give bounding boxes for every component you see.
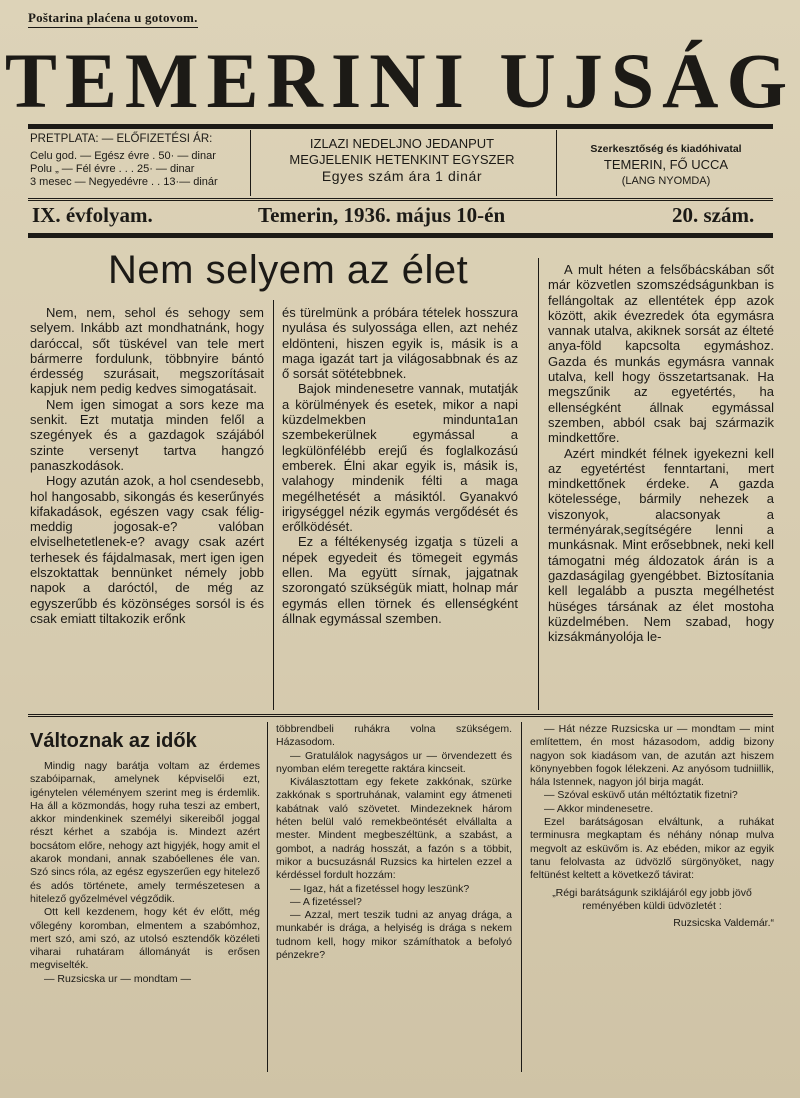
office-line: (LANG NYOMDA) [621, 175, 711, 187]
office-line: TEMERIN, FŐ UCCA [603, 157, 729, 172]
masthead-title: TEMERINI UJSÁG [4, 37, 796, 124]
article-paragraph: A mult héten a felsőbácskában sőt már közvetlen szomszédságunkban is fellángoltak az ellentétek épp azok között, akik évezredek óta egymásra vannak utalva, akiknek sorsát az élteté anya-föld kapcsolta egymáshoz. Gazda és munkás egymásra vannak utalva, kell hogy összetartsanak. Ha megszűnik az egyetértés, ha ellenségként állnak egymással szemben, abból csak baj származik mindkettőre. [548, 262, 774, 446]
article-paragraph: Kiválasztottam egy fekete zakkónak, szürke zakkónak s sportruhának, valamint egy átmeneti kabátnak való szövetet. Mindezeknek három héten belül való remekbeöntését elvállalta a mester. Mindent megbeszéltünk, a szabást, a gombot, a nadrág hosszát, a fazón s a többit, mikor a bucsuzásnál Ruzsics ka hirtelen ezzel a kérdéssel fordult hozzám: [276, 776, 512, 882]
article-paragraph: Ez a féltékenység izgatja s tüzeli a népek egyedeit és tömegeit egymás ellen. Ma együtt sírnak, jajgatnak szorongató szükségük miatt, holnap már egymás ellen törnek és ellenségként állnak egymással szemben. [282, 534, 518, 626]
subscription-row: Polu „ — Fél évre . . . 25· — dinar [30, 163, 195, 175]
column-divider [267, 722, 268, 1072]
article-paragraph: — A fizetéssel? [290, 895, 362, 908]
header-rule [28, 198, 773, 201]
article-column [276, 723, 512, 962]
telegram-text: „Régi barátságunk sziklájáról egy jobb jövő reményében küldi üdvözletét : [552, 886, 752, 912]
article-subheadline: Változnak az idők [30, 730, 197, 752]
subscription-box [30, 133, 245, 189]
article-paragraph: — Akkor mindenesetre. [544, 802, 654, 815]
article-paragraph: Ezel barátságosan elváltunk, a ruhákat terminusra megkaptam és néhány nónap mulva megvolt az esküvőm is. Az ebéden, mikor az egyik tanu felolvasta az üdvözlő sürgönyöket, nagy feltünést keltett a következő távirat: [530, 816, 774, 882]
issue-date: Temerin, 1936. május 10-én [258, 203, 506, 227]
article-paragraph: Ott kell kezdenem, hogy két év előtt, még vőlegény koromban, elmentem a szabómhoz, mert szó, ami szó, az utolsó esztendők közéleti viharai ruhatáram állományát is erősen megviselték. [30, 906, 260, 972]
publication-line: IZLAZI NEDELJNO JEDANPUT [309, 136, 495, 151]
office-box [560, 141, 772, 189]
price-line: Egyes szám ára 1 dinár [321, 168, 483, 184]
article-paragraph: Nem igen simogat a sors keze ma senkit. Ezt mutatja minden felől a szegények és a gazdagok szájából szinte versenyt tartva hangzó panaszkodások. [30, 396, 264, 473]
article-column [30, 305, 264, 626]
subscription-row: Celu god. — Egész évre . 50· — dinar [30, 150, 216, 162]
header-divider [250, 130, 251, 196]
postage-note: Poštarina plaćena u gotovom. [28, 10, 198, 28]
office-line: Szerkesztőség és kiadóhivatal [590, 143, 742, 155]
meta-rule [28, 233, 773, 238]
column-divider [538, 258, 539, 710]
article-paragraph: Azért mindkét félnek igyekezni kell az egyetértést fenntartani, mert mindkettőnek érdeke. A gazda kötelessége, bármily nehezek a viszonyok, alacsonyak a terményárak,segítségére lenni a munkásnak. Mint erősebbnek, neki kell támogatni még áldozatok árán is a gazdaságilag gyengébbet. Biztosítania kell legalább a puszta megélhetést hüséges társának az élet mostoha küzdelmében. Nem szabad, hogy kizsákmányolója le- [548, 445, 774, 645]
article-paragraph: Nem, nem, sehol és sehogy sem selyem. Inkább azt mondhatnánk, hogy daróccal, sőt tüskével van tele mert bármerre fordulunk, többnyire bántó érdesség szurásait, megszorításait kapjuk nem pedig kedves simogatásait. [30, 305, 264, 397]
article-column [548, 262, 774, 644]
article-paragraph: — Ruzsicska ur — mondtam — [44, 972, 192, 985]
article-column [30, 760, 260, 986]
column-divider [521, 722, 522, 1072]
section-rule [28, 714, 773, 717]
article-column [530, 723, 774, 930]
publication-box [252, 136, 552, 184]
signature-line: Ruzsicska Valdemár.“ [673, 917, 774, 930]
masthead-rule [28, 124, 773, 129]
subscription-row: 3 mesec — Negyedévre . . 13·— dinár [30, 176, 218, 188]
article-headline: Nem selyem az élet [108, 248, 469, 292]
article-paragraph: többrendbeli ruhákra volna szükségem. Házasodom. [276, 723, 512, 749]
article-paragraph: — Szóval esküvő után méltóztatik fizetni? [544, 789, 738, 802]
article-paragraph: — Igaz, hát a fizetéssel hogy leszünk? [290, 882, 470, 895]
article-paragraph: — Hát nézze Ruzsicska ur — mondtam — mint említettem, én most házasodom, addig bizony nagyon sok kiadásom van, de azután azt hiszem könynyebben fogok lélekzeni. Az anyósom tudniillik, hála Istennek, nagyon jól birja magát. [530, 723, 774, 789]
article-paragraph: — Azzal, mert teszik tudni az anyag drága, a munkabér is drága, a helyiség is drága s nekem tudnom kell, hogy mikor számíthatok a befolyó pénzekre? [276, 909, 512, 962]
subscription-heading: PRETPLATA: — ELŐFIZETÉSI ÁR: [30, 133, 213, 145]
article-paragraph: Bajok mindenesetre vannak, mutatják a körülmények és esetek, mikor a napi küzdelmekben mindunta1an szembekerülnek egymással a legkülönfélébb erejű és foglalkozású emberek. Élni akar egyik is, másik is, valahogy mindenik félti a maga megélhetését a másiktól. Gyanakvó irigységgel nézik egymás vergődését és erőlködését. [282, 381, 518, 535]
article-paragraph: és türelmünk a próbára tételek hosszura nyulása és sulyossága ellen, azt nehéz eldönteni, hiszen egyik is, másik is a maga igazát tart ja világosabbnak és az ő sorsát sötétebbnek. [282, 305, 518, 382]
article-paragraph: Hogy azután azok, a hol csendesebb, hol hangosabb, sikongás és keserűnyés kifakadások, egészen vagy csak félig-meddig jogosak-e? valóban elviselhetetlenek-e? avagy csak azért terhesek és fájdalmasak, mert igen igen elszoktattak bennünket némely jobb napok a daróctól, de még az egyszerűbb és közönséges sorsól is és csak emiatt tiltakozik erőnk [30, 473, 264, 626]
publication-line: MEGJELENIK HETENKINT EGYSZER [289, 152, 515, 167]
issue-number: 20. szám. [672, 203, 755, 227]
article-column [282, 305, 518, 626]
article-paragraph: Mindig nagy barátja voltam az érdemes szabóiparnak, amelynek képviselői ezt, igénytelen véleményem szerint meg is érdemlik. Ha áll a közmondás, hogy ruha teszi az embert, akkor mindenkinek személyi sikereiből joggal részt kérhet a szabója is. Mindezt azért bocsátom előre, nehogy azt higyjék, hogy amit el akarok mondani, annak szabóellenes éle van. Szó sincs róla, az egész egyszerűen egy hitelező és adós története, amely természetesen a hitelező győzelmével végződik. [30, 760, 260, 905]
article-paragraph: — Gratulálok nagyságos ur — örvendezett és nyomban elém teregette raktára kincseit. [276, 749, 512, 775]
column-divider [273, 300, 274, 710]
volume-label: IX. évfolyam. [32, 203, 153, 227]
header-divider [556, 130, 557, 196]
